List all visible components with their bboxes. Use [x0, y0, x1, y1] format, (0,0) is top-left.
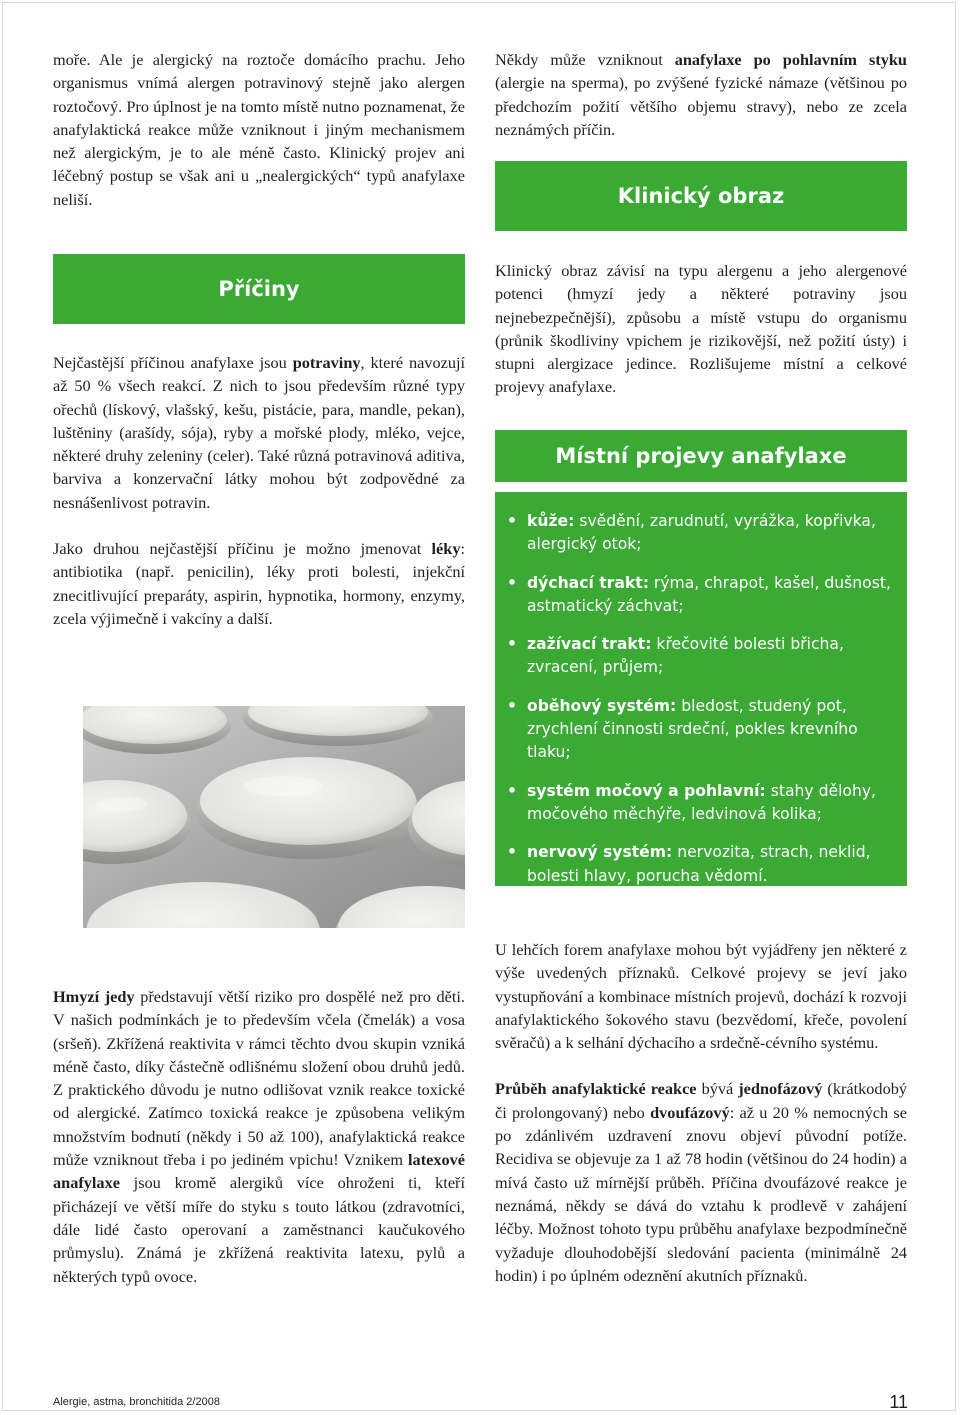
priciny-section	[53, 351, 465, 630]
intro-paragraph: moře. Ale je alergický na roztoče domácího prachu. Jeho organismus vnímá alergen potravinový stejně jako alergen roztočový. Pro úplnost je na tomto místě nutno poznamenat, že anafylaktická reakce může vzniknout i jiným mechanismem než alergickým, je to ale méně často. Klinický projev ani léčebný postup se však ani u „nealergických“ typů anafylaxe neliší.	[53, 50, 465, 209]
pills-illustration	[83, 706, 465, 928]
right-intro-paragraph	[495, 48, 907, 141]
text-run: (alergie na sperma), po zvýšené fyzické námaze (většinou po předchozím požití většího objemu stravy), nebo ze zcela neznámých příčin.	[495, 73, 907, 139]
priciny-paragraph-1	[53, 351, 465, 514]
list-item	[507, 633, 895, 680]
list-item-text: nervozita, strach, neklid, bolesti hlavy, porucha vědomí.	[527, 843, 871, 885]
footer-publication: Alergie, astma, bronchitida 2/2008	[53, 1396, 220, 1408]
section-heading-priciny	[53, 254, 465, 324]
section-heading-klinicky-obraz	[495, 161, 907, 231]
local-symptoms-list	[507, 510, 895, 888]
text-run: Někdy může vzniknout	[495, 50, 675, 69]
list-item-key: nervový systém:	[527, 843, 673, 862]
right-intro	[495, 48, 907, 141]
emphasis-latexove-anafylaxe: latexové anafylaxe	[53, 1150, 465, 1193]
text-run: Nejčastější příčinou anafylaxe jsou	[53, 353, 293, 372]
text-run: , které navozují až 50 % všech reakcí. Z nich to jsou především různé typy ořechů (lískový, vlašský, kešu, pistácie, para, mandle, pekan), luštěniny (arašídy, sója), ryby a mořské plody, mléko, vejce, některé druhy zeleniny (celer). Také různá potravinová aditiva, barviva a konzervační látky mohou být zodpovědné za nesnášenlivost potravin.	[53, 353, 466, 512]
emphasis-jednofazovy: jednofázový	[738, 1079, 823, 1099]
list-item	[507, 510, 895, 557]
local-symptoms-box	[495, 492, 907, 886]
text-run: : až u 20 % nemocných se po zdánlivém uzdravení znovu objeví původní potíže. Recidiva se objevuje za 1 až 78 hodin (většinou do 24 hodin) a mívá často už mírnější průběh. Příčina dvoufázové reakce je neznámá, někdy se dává do vztahu k prodlevě v zahájení léčby. Možnost tohoto typu průběhu anafylaxe bezpodmínečně vyžaduje dlouhodobější sledování pacienta (minimálně 24 hodin) i po úplném odeznění akutních příznaků.	[495, 1102, 907, 1285]
list-item-text: svědění, zarudnutí, vyrážka, kopřivka, alergický otok;	[527, 512, 876, 554]
insects-paragraph	[53, 985, 465, 1288]
text-run: představují větší riziko pro dospělé než pro děti. V našich podmínkách je to především včela (čmelák) a vosa (sršeň). Zkřížená reaktivita v rámci těchto dvou skupin vzniká méně často, díky částečně odlišnému složení obou druhů jedů. Z praktického důvodu je nutno odlišovat vznik reakce toxické od alergické. Zatímco toxická reakce je způsobena velikým množstvím bodnutí (někdy i 50 až 100), anafylaktická reakce může vzniknout třeba i po jediném vpichu! Vznikem	[53, 987, 466, 1170]
list-item	[507, 695, 895, 765]
emphasis-prubeh: Průběh anafylaktické reakce	[495, 1079, 697, 1099]
text-run: (krátkodobý či prolongovaný) nebo	[495, 1079, 907, 1122]
list-item-text: stahy dělohy, močového měchýře, ledvinová kolika;	[527, 781, 877, 823]
section-heading-klinicky-obraz-text: Klinický obraz	[617, 184, 785, 208]
section-heading-mistni-projevy-text: Místní projevy anafylaxe	[555, 444, 847, 468]
emphasis-dvoufazovy: dvoufázový	[650, 1102, 730, 1122]
emphasis-leky: léky	[431, 539, 461, 559]
text-run: jsou kromě alergiků více ohroženi ti, kteří přicházejí ve větší míře do styku s touto látkou (zdravotníci, dále lidé často operovaní a zaměstnanci kaučukového průmyslu). Známá je zkřížená reaktivita latexu, pylů a některých typů ovoce.	[53, 1173, 465, 1286]
page-number: 11	[889, 1392, 908, 1412]
klinicky-paragraph: Klinický obraz závisí na typu alergenu a jeho alergenové potenci (hmyzí jedy a některé potraviny jsou nejnebezpečnější), způsobu a místě vstupu do organismu (průnik škodliviny vpichem je rizikovější, než požití ústy) i stupni alergizace jedince. Rozlišujeme místní a celkové projevy anafylaxe.	[495, 261, 907, 397]
priciny-paragraph-2	[53, 537, 465, 630]
insects-section	[53, 985, 465, 1288]
list-item-text: bledost, studený pot, zrychlení činnosti srdeční, pokles krevního tlaku;	[527, 696, 858, 762]
emphasis-potraviny: potraviny	[292, 353, 361, 372]
list-item	[507, 572, 895, 619]
pills-photo	[83, 706, 465, 928]
list-item-key: zažívací trakt:	[527, 635, 652, 654]
list-item	[507, 841, 895, 888]
list-item-text: křečovité bolesti břicha, zvracení, průjem;	[527, 635, 844, 677]
list-item-text: rýma, chrapot, kašel, dušnost, astmatický záchvat;	[527, 573, 891, 615]
list-item	[507, 780, 895, 827]
general-section	[495, 938, 907, 1287]
text-run: : antibiotika (např. penicilin), léky proti bolesti, injekční znecitlivující preparáty, aspirin, hypnotika, hormony, enzymy, zcela výjimečně i vakcíny a další.	[53, 539, 465, 628]
left-column	[53, 48, 465, 211]
text-run: Jako druhou nejčastější příčinu je možno jmenovat	[53, 539, 432, 559]
general-paragraph: U lehčích forem anafylaxe mohou být vyjádřeny jen některé z výše uvedených příznaků. Celkové projevy se jeví jako vystupňování a kombinace místních projevů, dochází k rozvoji anafylaktického šokového stavu (bezvědomí, křeče, povolení svěračů) a k selhání dýchacího a srdečně-cévního systému.	[495, 940, 907, 1053]
prubeh-paragraph	[495, 1077, 907, 1287]
list-item-key: oběhový systém:	[527, 696, 677, 715]
emphasis-anafylaxe-po-styku: anafylaxe po pohlavním styku	[674, 50, 907, 69]
klinicky-section	[495, 259, 907, 399]
section-heading-priciny-text: Příčiny	[218, 277, 300, 301]
emphasis-hmyzi-jedy: Hmyzí jedy	[53, 987, 135, 1006]
list-item-key: systém močový a pohlavní:	[527, 781, 766, 800]
section-heading-mistni-projevy	[495, 430, 907, 482]
list-item-key: kůže:	[527, 512, 575, 530]
text-run: bývá	[696, 1079, 739, 1099]
list-item-key: dýchací trakt:	[527, 573, 649, 592]
